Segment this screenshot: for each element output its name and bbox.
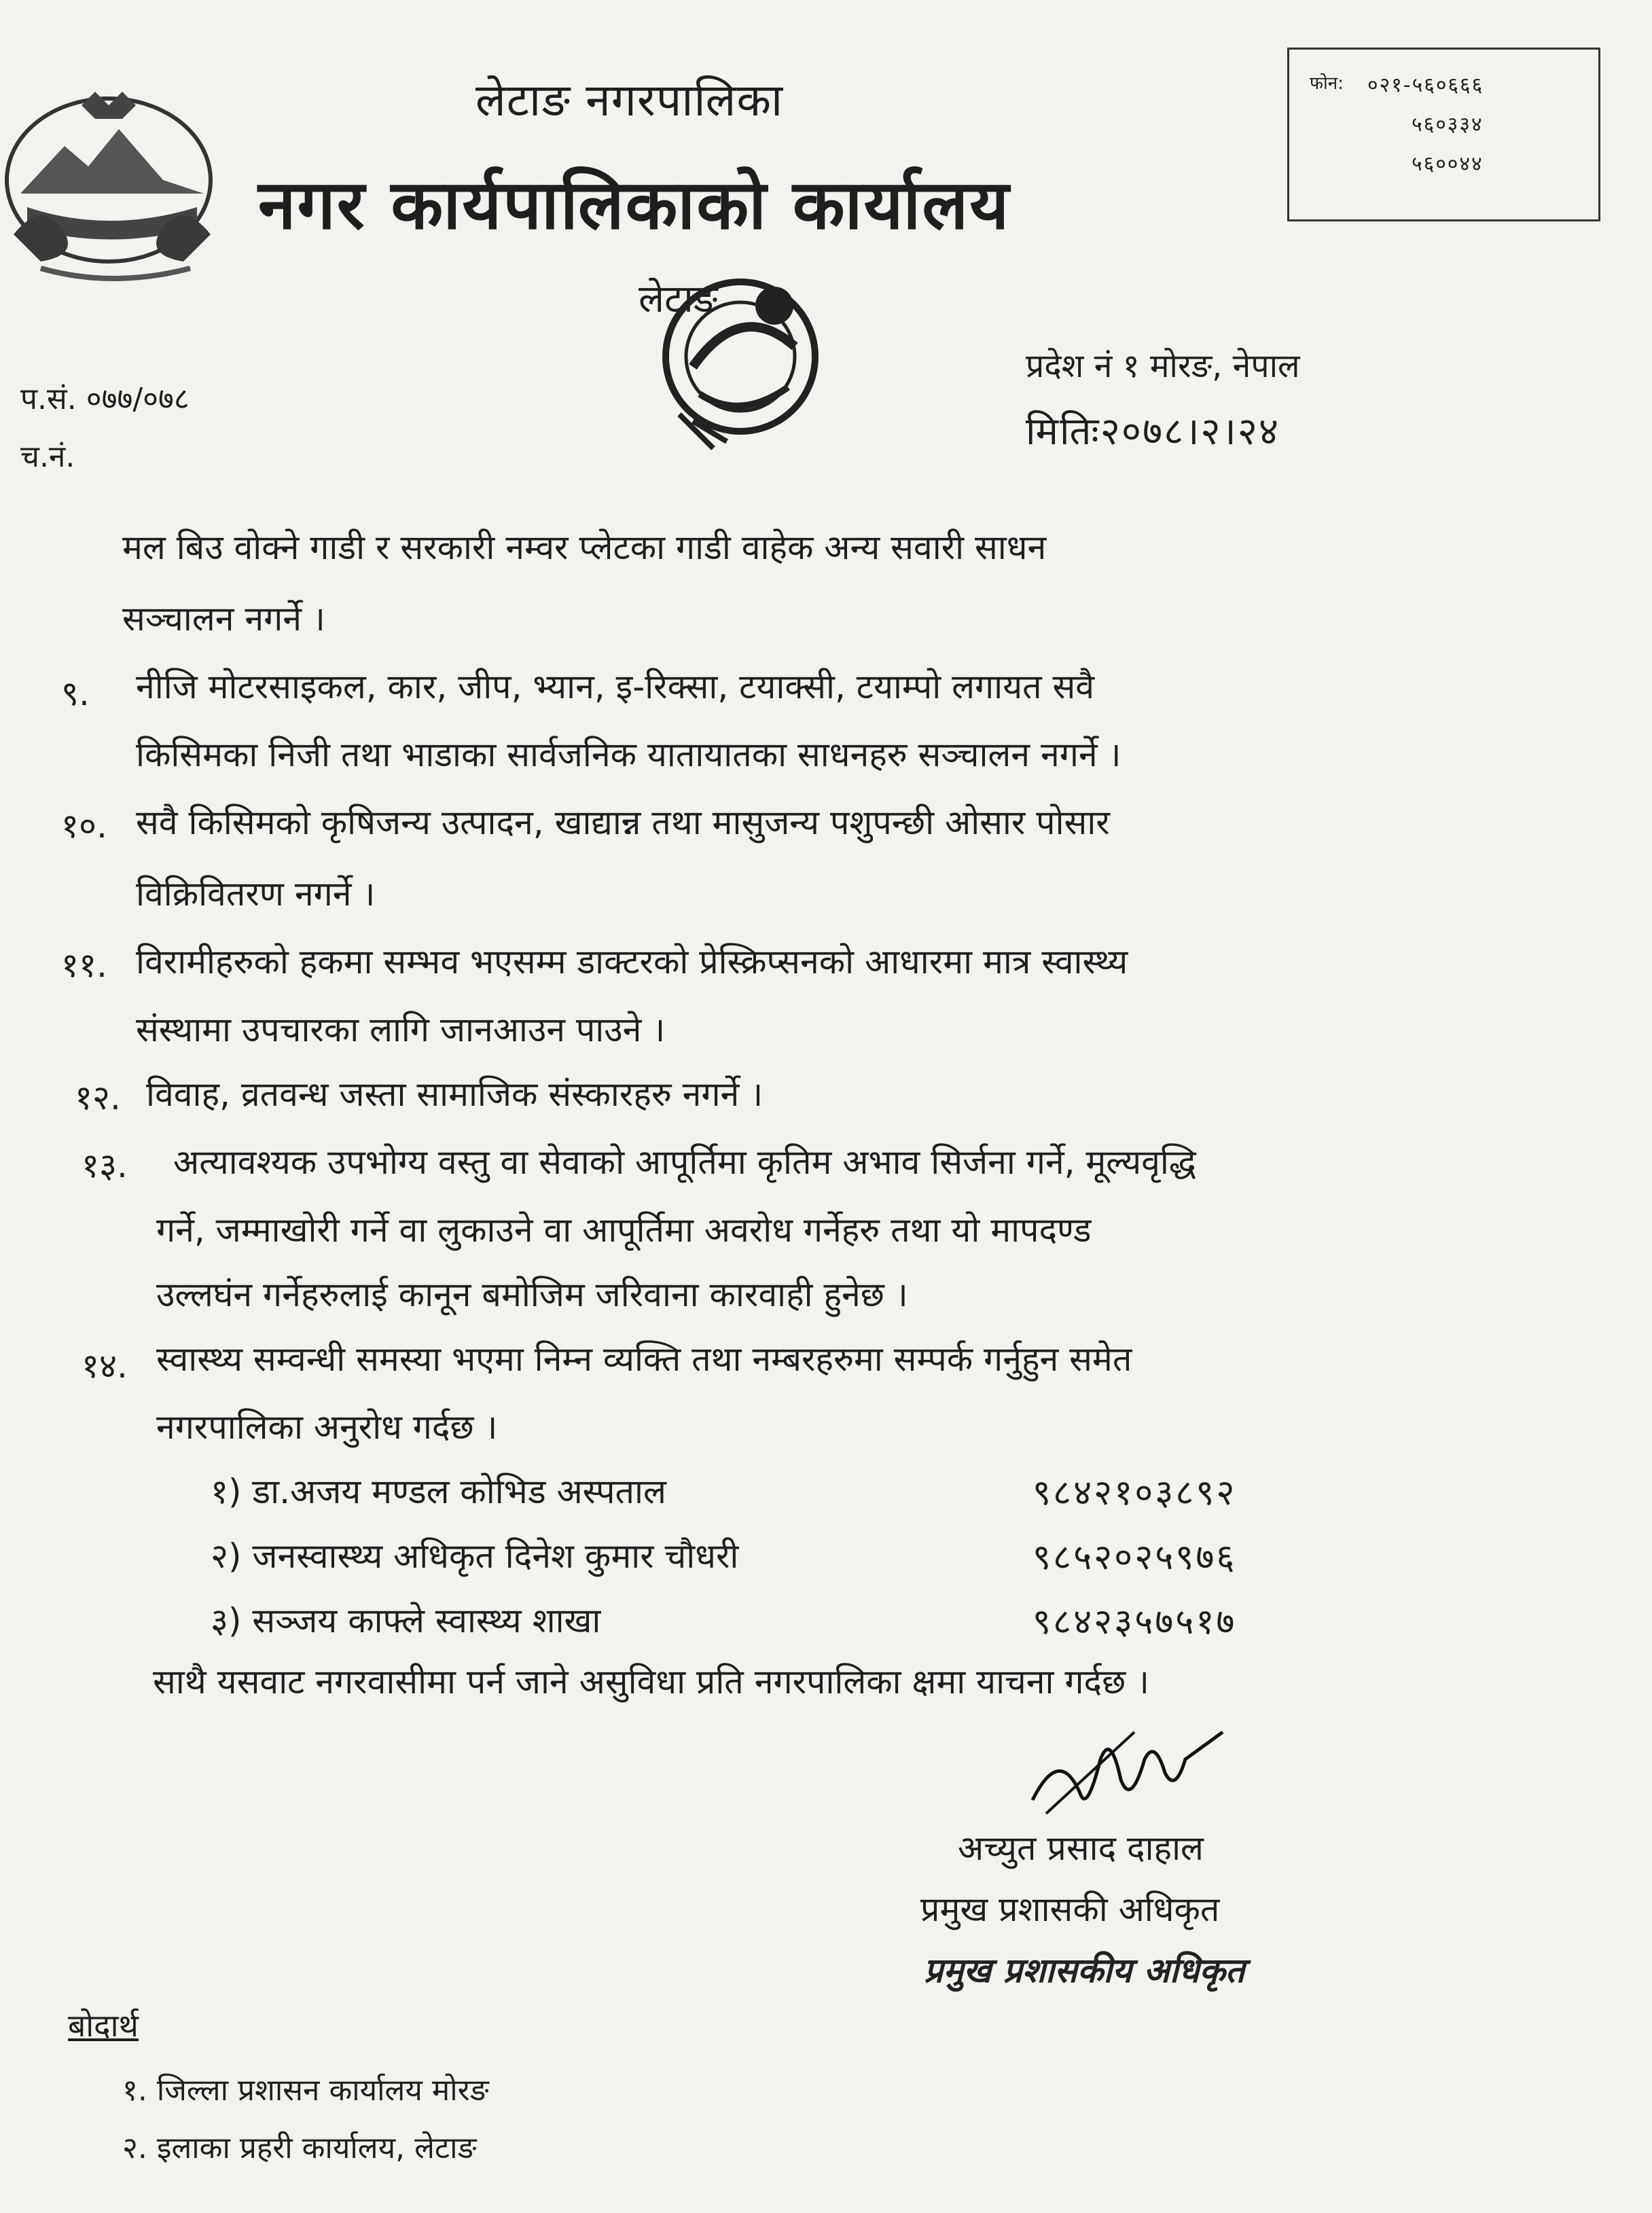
item-number: १३. [82,1146,128,1185]
item-line: विरामीहरुको हकमा सम्भव भएसम्म डाक्टरको प्रेस्क्रिप्सनको आधारमा मात्र स्वास्थ्य [136,942,1128,982]
item-line: विक्रिवितरण नगर्ने । [136,874,376,914]
contact-number: ९८४२१०३८९२ [1032,1473,1237,1513]
item-line: नगरपालिका अनुरोध गर्दछ । [156,1407,498,1447]
office-place: लेटाङ [639,277,718,321]
item-line: स्वास्थ्य सम्वन्धी समस्या भएमा निम्न व्यक्ति तथा नम्बरहरुमा सम्पर्क गर्नुहुन समेत [156,1339,1132,1379]
item-line: नीजि मोटरसाइकल, कार, जीप, भ्यान, इ-रिक्सा, टयाक्सी, टयाम्पो लगायत सवै [136,667,1095,706]
phone-number: ५६००४४ [1412,152,1484,176]
designation-stamp: प्रमुख प्रशासकीय अधिकृत [924,1951,1245,1990]
cc-heading: बोदार्थ [68,2007,139,2044]
item-number: १०. [61,806,107,846]
cc-item: २. इलाका प्रहरी कार्यालय, लेटाङ [122,2131,477,2165]
office-name: नगर कार्यपालिकाको कार्यालय [258,165,1011,245]
item-line: गर्ने, जम्माखोरी गर्ने वा लुकाउने वा आपूर्तिमा अवरोध गर्नेहरु तथा यो मापदण्ड [156,1210,1092,1250]
item-number: १४. [82,1346,128,1386]
contact-label: ३) सञ्जय काफ्ले स्वास्थ्य शाखा [211,1601,601,1640]
handwritten-signature [1019,1719,1236,1827]
body-intro-line: मल बिउ वोक्ने गाडी र सरकारी नम्वर प्लेटका गाडी वाहेक अन्य सवारी साधन [122,528,1047,567]
item-line: सवै किसिमको कृषिजन्य उत्पादन, खाद्यान्न तथा मासुजन्य पशुपन्छी ओसार पोसार [136,803,1110,842]
nepal-emblem-logo [0,65,224,282]
item-line: अत्यावश्यक उपभोग्य वस्तु वा सेवाको आपूर्तिमा कृतिम अभाव सिर्जना गर्ने, मूल्यवृद्धि [173,1143,1196,1182]
signatory-name: अच्युत प्रसाद दाहाल [958,1829,1204,1868]
item-number: १२. [75,1078,121,1117]
phone-number: ५६०३३४ [1412,113,1484,137]
reference-number: प.सं. ०७७/०७८ [20,382,190,416]
phone-number: ०२१-५६०६६६ [1367,73,1484,97]
phone-label: फोन: [1310,73,1344,94]
closing-line: साथै यसवाट नगरवासीमा पर्न जाने असुविधा प्रति नगरपालिका क्षमा याचना गर्दछ । [153,1662,1149,1702]
province-address: प्रदेश नं १ मोरङ, नेपाल [1026,347,1300,385]
contact-number: ९८४२३५७५१७ [1032,1602,1237,1642]
item-line: विवाह, व्रतवन्ध जस्ता सामाजिक संस्कारहरु नगर्ने । [146,1075,764,1114]
official-seal-stamp [652,258,836,455]
item-line: उल्लघंन गर्नेहरुलाई कानून बमोजिम जरिवाना कारवाही हुनेछ । [156,1275,908,1314]
letter-date: मितिः२०७८।२।२४ [1026,410,1280,454]
contact-label: १) डा.अजय मण्डल कोभिड अस्पताल [211,1472,666,1511]
item-line: संस्थामा उपचारका लागि जानआउन पाउने । [136,1010,666,1049]
item-number: ११. [61,946,107,985]
body-intro-line: सञ्चालन नगर्ने । [122,599,325,638]
phone-box [1287,48,1600,221]
signatory-title: प्रमुख प्रशासकी अधिकृत [920,1890,1220,1929]
contact-number: ९८५२०२५९७६ [1032,1537,1237,1578]
dispatch-number: च.नं. [20,439,75,474]
item-number: ९. [61,674,90,713]
cc-item: १. जिल्ला प्रशासन कार्यालय मोरङ [122,2073,489,2108]
municipality-name: लेटाङ नगरपालिका [475,74,784,126]
item-line: किसिमका निजी तथा भाडाका सार्वजनिक यातायातका साधनहरु सञ्चालन नगर्ने । [136,735,1121,774]
contact-label: २) जनस्वास्थ्य अधिकृत दिनेश कुमार चौधरी [211,1536,739,1576]
